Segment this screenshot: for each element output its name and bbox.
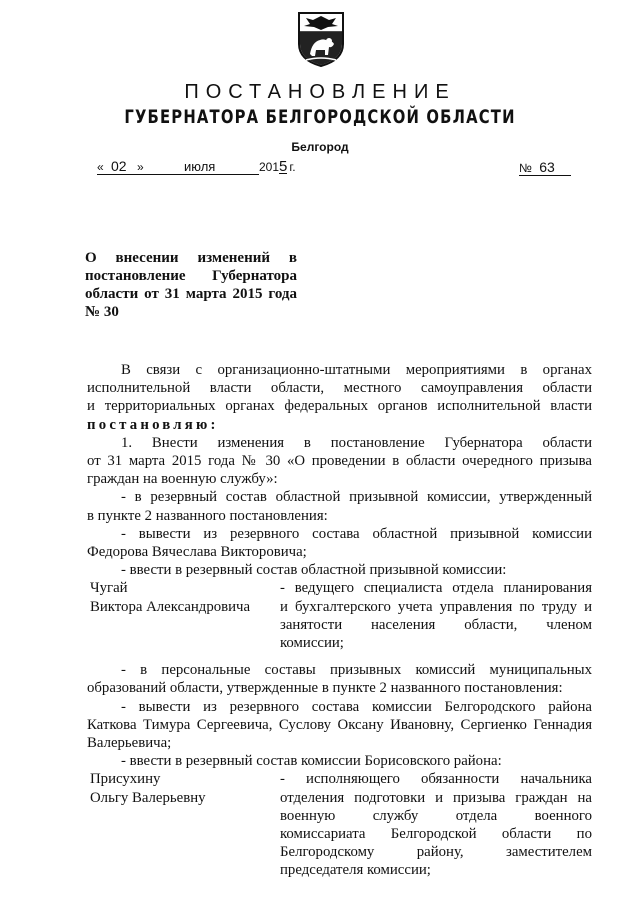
date-open-quote: «: [97, 160, 104, 174]
sub1-line: в пункте 2 названного постановления:: [87, 507, 328, 524]
sub2-line: - в персональные составы призывных комиссий муниципальных: [121, 662, 592, 679]
member-name-line: Присухину: [90, 771, 161, 788]
date-month: июля: [184, 159, 216, 174]
document-body: [87, 361, 592, 880]
member-role-line: отделения подготовки и призыва граждан на: [280, 789, 592, 806]
number-value: 63: [539, 159, 555, 175]
sub2b-line: - ввести в резервный состав комиссии Борисовского района:: [121, 753, 502, 770]
member-role-line: комиссии;: [280, 635, 344, 652]
member-role-line: и бухгалтерского учета управления по труду и: [280, 598, 592, 615]
member-role-line: занятости населения области, членом: [280, 616, 592, 633]
member-name: [87, 770, 280, 879]
title-line: № 30: [85, 304, 119, 320]
member-role-line: комиссариата Белгородской области по: [280, 826, 592, 843]
document-number: [519, 160, 571, 176]
sub2-line: образований области, утвержденные в пункте 2 названного постановления:: [87, 680, 563, 697]
member-name-line: Виктора Александровича: [90, 598, 251, 615]
member-role-line: военную службу отдела военного: [280, 807, 592, 824]
date-year-suffix: г.: [289, 160, 296, 174]
decree-word: постановляю:: [87, 416, 219, 433]
document-type-heading: ПОСТАНОВЛЕНИЕ: [184, 81, 456, 103]
intro-line: исполнительной власти области, местного самоуправления области: [87, 380, 592, 397]
member-entry: [87, 770, 592, 879]
document-date: [97, 160, 154, 175]
issue-city: Белгород: [291, 140, 349, 154]
title-line: О внесении изменений в: [85, 250, 297, 266]
date-year-digit: 5: [279, 158, 288, 175]
sub2a-line: Каткова Тимура Сергеевича, Суслову Оксану Ивановну, Сергиенко Геннадия: [87, 716, 592, 733]
member-name-line: Чугай: [90, 580, 128, 597]
member-role: [280, 579, 592, 652]
date-year-prefix: 201: [259, 160, 280, 174]
intro-line: и территориальных органах федеральных органов исполнительной власти: [87, 398, 592, 415]
document-title: [85, 249, 297, 321]
sub1-line: - в резервный состав областной призывной комиссии, утвержденный: [121, 489, 592, 506]
sub1b-line: - ввести в резервный состав областной призывной комиссии:: [121, 562, 507, 579]
sub2a-line: Валерьевича;: [87, 735, 172, 752]
item1-line: от 31 марта 2015 года № 30 «О проведении в области очередного призыва: [87, 453, 592, 470]
sub1a-line: - вывести из резервного состава областной призывной комиссии: [121, 525, 592, 542]
member-entry: [87, 579, 592, 652]
member-name: [87, 579, 280, 652]
item1-line: 1. Внести изменения в постановление Губернатора области: [121, 434, 592, 451]
member-role-line: председателя комиссии;: [280, 862, 431, 879]
member-role-line: - исполняющего обязанности начальника: [280, 771, 592, 788]
date-close-quote: »: [137, 160, 144, 174]
title-line: постановление Губернатора: [85, 268, 297, 284]
title-line: области от 31 марта 2015 года: [85, 286, 297, 302]
sub2a-line: - вывести из резервного состава комиссии Белгородского района: [121, 698, 592, 715]
issuing-authority-heading: ГУБЕРНАТОРА БЕЛГОРОДСКОЙ ОБЛАСТИ: [124, 106, 516, 128]
date-day: 02: [111, 158, 127, 174]
date-month-field: [154, 160, 259, 175]
member-role: [280, 770, 592, 879]
coat-of-arms-icon: [296, 10, 346, 68]
item1-line: граждан на военную службу»:: [87, 471, 278, 488]
member-role-line: - ведущего специалиста отдела планирования: [280, 580, 592, 597]
number-label: №: [519, 161, 532, 175]
member-name-line: Ольгу Валерьевну: [90, 789, 206, 806]
member-role-line: Белгородскому району, заместителем: [280, 844, 592, 861]
intro-line: В связи с организационно-штатными мероприятиями в органах: [121, 362, 592, 378]
date-year: [259, 160, 296, 174]
sub1a-line: Федорова Вячеслава Викторовича;: [87, 544, 307, 561]
